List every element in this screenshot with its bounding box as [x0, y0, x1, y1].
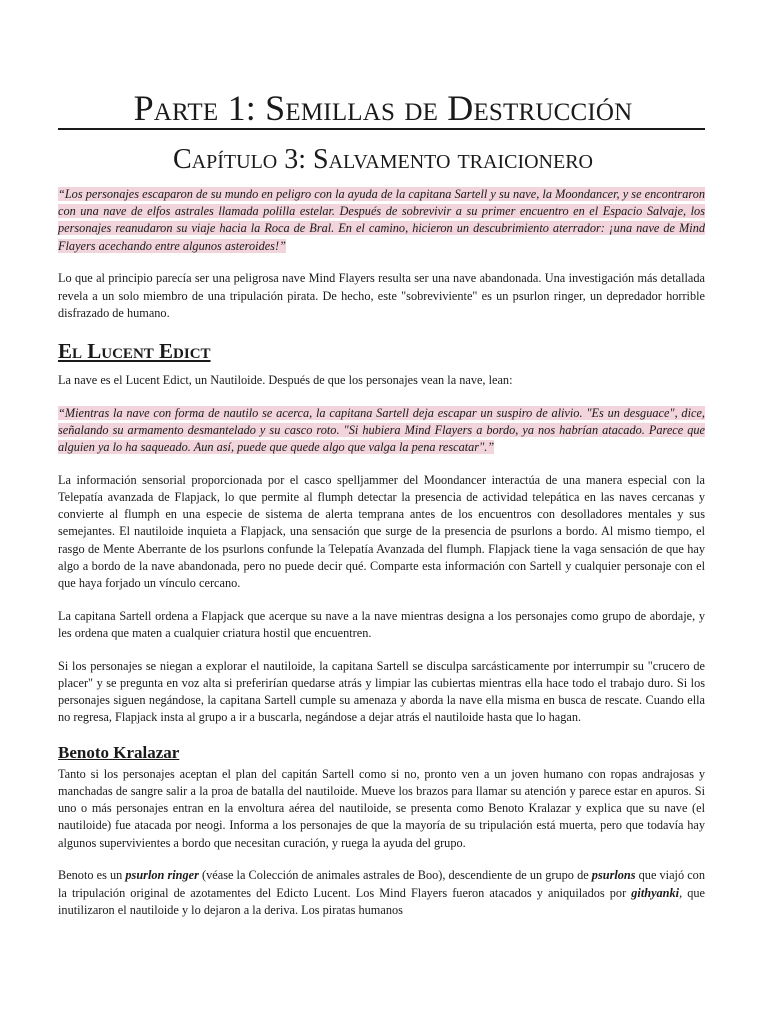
- chapter-title: Capítulo 3: Salvamento traicionero: [173, 144, 593, 175]
- title-rule: [58, 128, 705, 130]
- subsection-heading-benoto: Benoto Kralazar: [58, 742, 180, 762]
- p2-text-g: , que inutilizaron el nautiloide y lo dejaron a la deriva. Los piratas humanos: [58, 885, 705, 917]
- p2-text-a: Benoto es un: [58, 868, 126, 883]
- section2-paragraph-1: Tanto si los personajes aceptan el plan del capitán Sartell como si no, pronto ven a un joven humano con ropas andrajosas y manchadas de sangre salir a la proa de batalla del nautiloide. Mueve los brazos para llamar su atención y parece estar en apuros. Si uno o más personajes entran en la envoltura aérea del nautiloide, se presenta como Benoto Kralazar y explica que su nave (el nautiloide) fue atacada por neogi. Informa a los personajes de que la mayoría de su tripulación está muerta, pero que todavía hay algunos supervivientes a bordo que necesitan curación, y ruega la ayuda del grupo.: [58, 766, 705, 850]
- psurlons-term: psurlons: [591, 868, 636, 883]
- p2-text-c: (véase la Colección de animales astrales de Boo), descendiente de un grupo de: [198, 868, 592, 883]
- p2-text-e: que viajó con la tripulación original de azotamentes del Edicto Lucent. Los Mind Flayers fueron atacados y aniquilados por: [58, 868, 705, 900]
- intro-paragraph: Lo que al principio parecía ser una peligrosa nave Mind Flayers resulta ser una nave abandonada. Una investigación más detallada revela a un solo miembro de una tripulación pirata. De hecho, este "sobreviviente" es un psurlon ringer, un depredador horrible disfrazado de humano.: [58, 271, 705, 320]
- section2-paragraph-2: [58, 867, 705, 919]
- read-aloud-ship: [58, 405, 705, 457]
- section-heading-lucent-edict: El Lucent Edict: [58, 338, 211, 363]
- read-aloud-ship-text: “Mientras la nave con forma de nautilo se acerca, la capitana Sartell deja escapar un suspiro de alivio. "Es un desguace", dice, señalando su armamento desmantelado y su casco roto. "Si hubiera Mind Flayers a bordo, ya nos habrían atacado. Parece que alguien ya lo ha saqueado. Aun así, puede que quede algo que valga la pena rescatar".”: [58, 405, 705, 455]
- read-aloud-intro-text: “Los personajes escaparon de su mundo en peligro con la ayuda de la capitana Sartell y su nave, la Moondancer, y se encontraron con una nave de elfos astrales llamada polilla estelar. Después de sobrevivir a su primer encuentro en el Espacio Salvaje, los personajes reanudaron su viaje hacia la Roca de Bral. En el camino, hicieron un descubrimiento aterrador: ¡una nave de Mind Flayers acechando entre algunos asteroides!”: [58, 187, 705, 253]
- section1-paragraph-1: La información sensorial proporcionada por el casco spelljammer del Moondancer interactúa de una manera especial con la Telepatía avanzada de Flapjack, lo que permite al flumph detectar la presencia de actividad telepática en las naves cercanas y convierte al flumph en una especie de sistema de alerta temprana antes de los encuentros con desolladores mentales y sus semejantes. El nautiloide inquieta a Flapjack, una sensación que surge de la presencia de psurlons a bordo. Al mismo tiempo, el rasgo de Mente Aberrante de los psurlons confunde la Telepatía Avanzada del flumph. Flapjack tiene la vaga sensación de que hay algo a bordo de la nave abandonada, pero no puede decir qué. Comparte esta información con Sartell y cualquier personaje con el que haya forjado un vínculo cercano.: [58, 472, 705, 590]
- read-aloud-intro: [58, 186, 705, 255]
- body-text: [58, 186, 705, 935]
- section1-paragraph-2: La capitana Sartell ordena a Flapjack que acerque su nave a la nave mientras designa a los personajes como grupo de abordaje, y les ordena que maten a cualquier criatura hostil que encuentren.: [58, 608, 705, 640]
- githyanki-term: githyanki: [631, 885, 680, 900]
- part-title: Parte 1: Semillas de Destrucción: [133, 88, 633, 128]
- section1-lead: La nave es el Lucent Edict, un Nautiloide. Después de que los personajes vean la nave, lean:: [58, 372, 513, 387]
- section1-paragraph-3: Si los personajes se niegan a explorar el nautiloide, la capitana Sartell se disculpa sarcásticamente por interrumpir su "crucero de placer" y se pregunta en voz alta si preferirían quedarse atrás y limpiar las cubiertas mientras ella hace todo el trabajo duro. Si los personajes siguen negándose, la capitana Sartell cumple su amenaza y aborda la nave ella misma en busca de rescate. Cuando ella no regresa, Flapjack insta al grupo a ir a buscarla, negándose a dejar atrás el nautiloide hasta que lo hagan.: [58, 658, 705, 725]
- psurlon-ringer-term: psurlon ringer: [125, 868, 199, 883]
